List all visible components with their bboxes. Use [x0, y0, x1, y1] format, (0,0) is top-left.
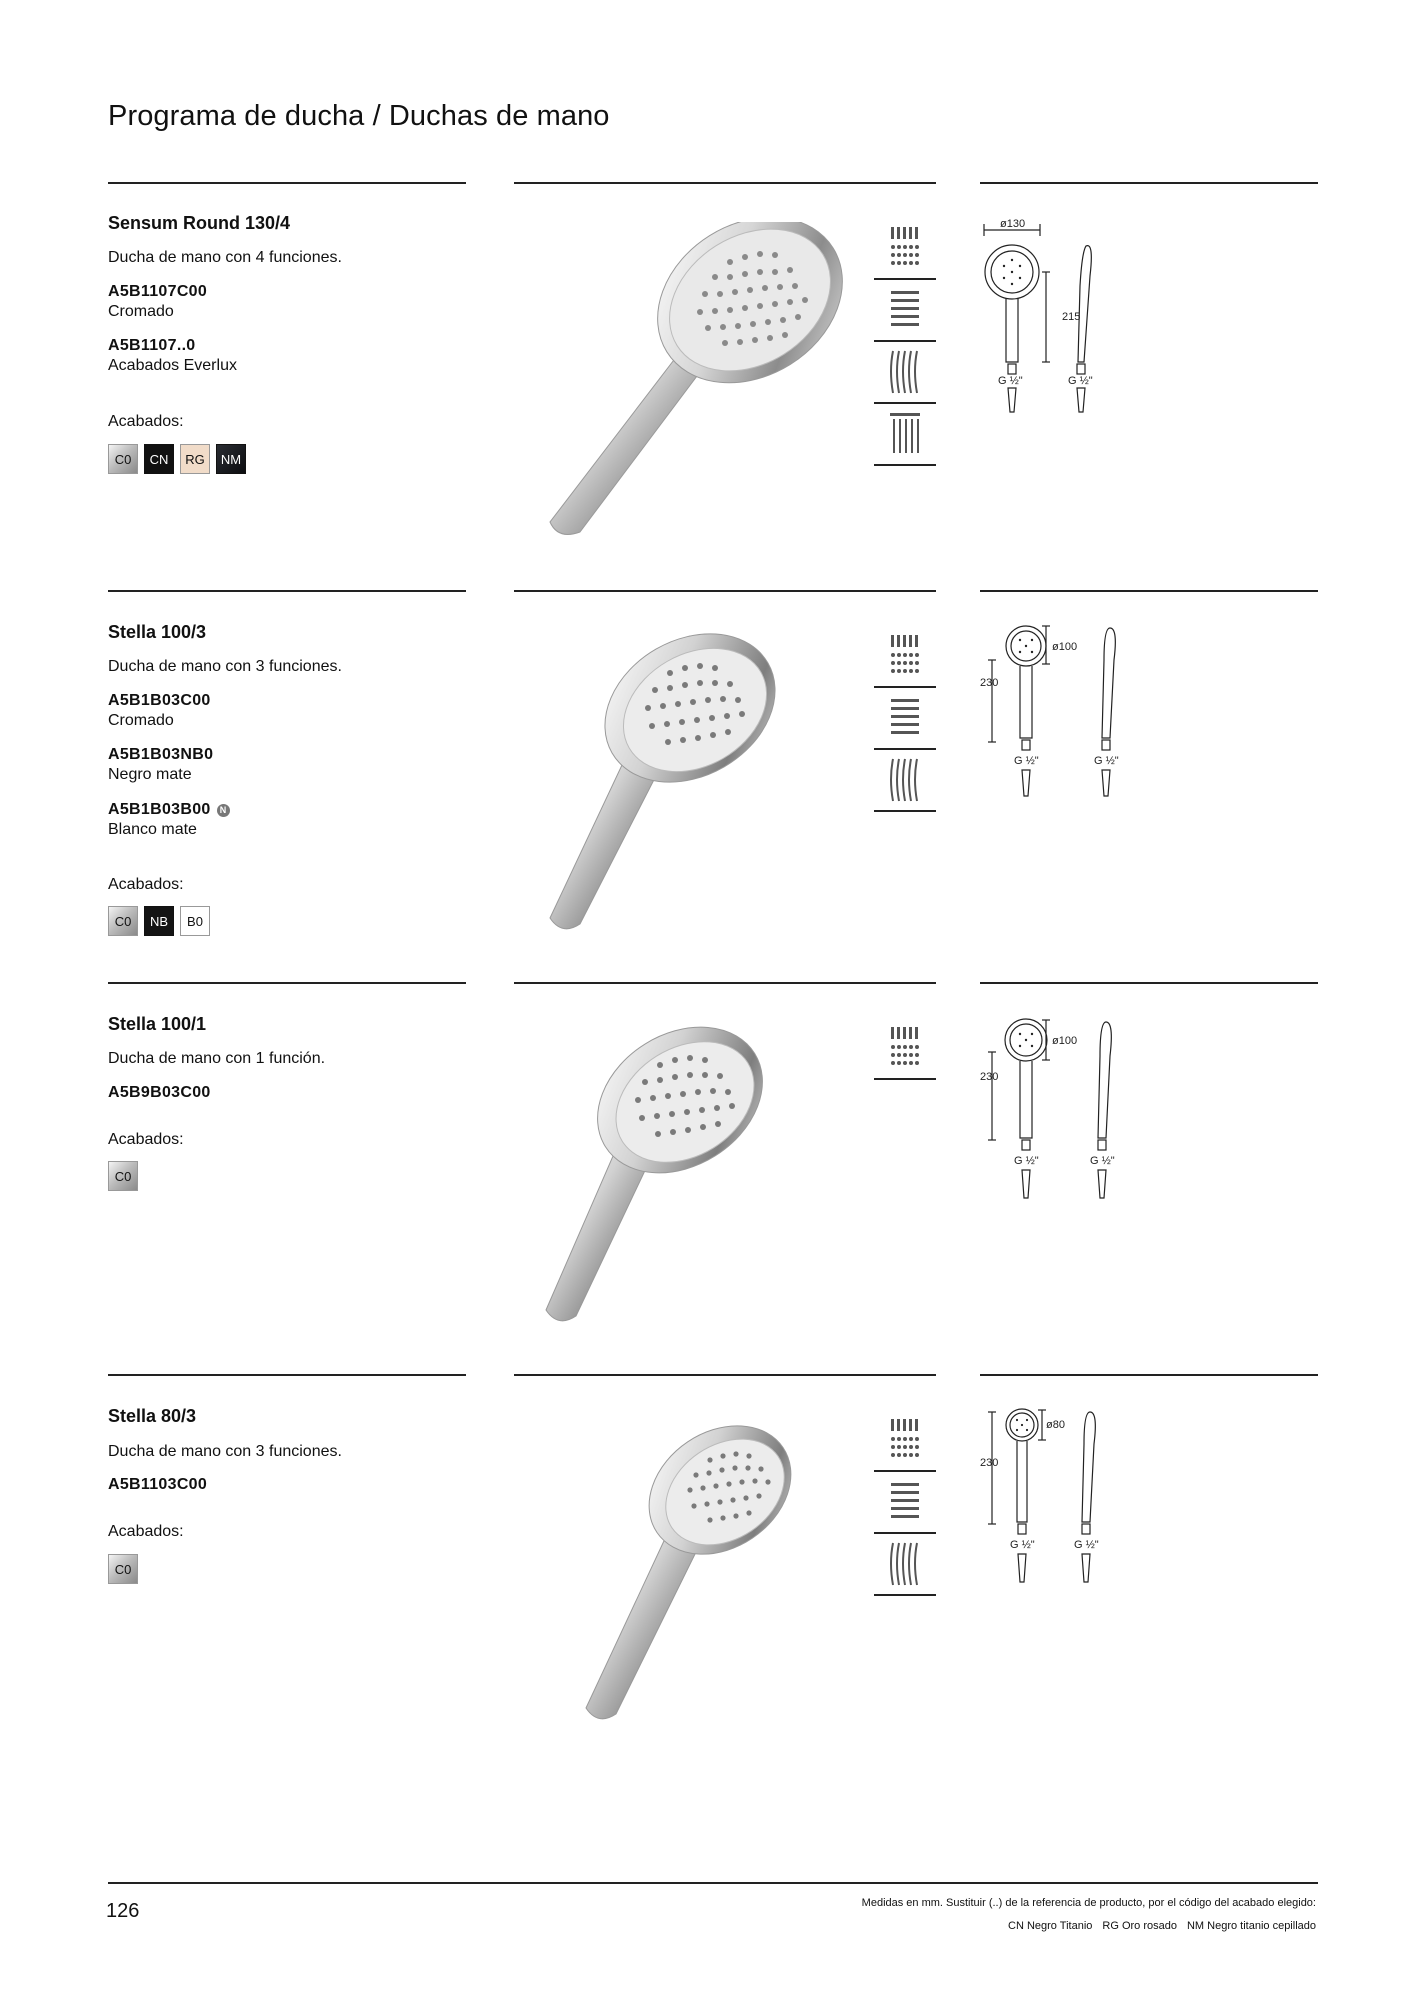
footer-note: Medidas en mm. Sustituir (..) de la referencia de producto, por el código del acabado elegido:	[861, 1897, 1316, 1909]
divider	[108, 982, 466, 984]
finish-swatches	[108, 1161, 138, 1191]
legend-item: CN Negro Titanio	[1008, 1920, 1093, 1932]
finish-swatch-titanium-black: CN	[144, 444, 174, 474]
dimension-thread: G ½"	[998, 375, 1023, 387]
finishes-label: Acabados:	[108, 413, 184, 430]
dimension-thread: G ½"	[1010, 1539, 1035, 1551]
reference-code: A5B1107C00	[108, 283, 208, 300]
technical-drawing	[980, 216, 1130, 426]
dimension-length: 230	[980, 1071, 999, 1083]
footer-divider	[108, 1882, 1318, 1884]
divider	[514, 1374, 936, 1376]
dimension-thread: G ½"	[1074, 1539, 1099, 1551]
finish-swatch-brushed-titanium-black: NM	[216, 444, 246, 474]
dimension-thread: G ½"	[1014, 755, 1039, 767]
finish-swatch-chrome: C0	[108, 906, 138, 936]
spray-function-icons	[874, 626, 936, 812]
finish-swatch-chrome: C0	[108, 1554, 138, 1584]
dimension-length: 215	[1062, 311, 1081, 323]
rain-spray-icon	[874, 1410, 936, 1472]
product-photo	[530, 222, 860, 552]
product-name: Stella 100/1	[108, 1014, 207, 1034]
technical-drawing	[980, 1012, 1130, 1212]
legend-item: RG Oro rosado	[1102, 1920, 1177, 1932]
finish-swatch-rose-gold: RG	[180, 444, 210, 474]
product-description: Ducha de mano con 1 función.	[108, 1050, 326, 1067]
product-name: Stella 100/3	[108, 622, 207, 642]
reference-finish: Cromado	[108, 303, 174, 320]
divider	[108, 1374, 466, 1376]
finish-swatch-chrome: C0	[108, 1161, 138, 1191]
product-name: Sensum Round 130/4	[108, 213, 291, 233]
technical-drawing	[980, 620, 1130, 810]
dimension-diameter: ø100	[1052, 641, 1078, 653]
divider	[514, 182, 936, 184]
reference-finish: Cromado	[108, 712, 174, 729]
divider	[980, 590, 1318, 592]
divider	[514, 982, 936, 984]
reference-code: A5B1B03NB0	[108, 746, 214, 763]
reference-finish: Blanco mate	[108, 821, 197, 838]
divider	[108, 182, 466, 184]
reference-finish: Negro mate	[108, 766, 192, 783]
divider	[980, 1374, 1318, 1376]
finish-swatches	[108, 444, 246, 474]
dimension-diameter: ø80	[1046, 1419, 1065, 1431]
reference-code-row	[108, 801, 230, 819]
dimension-diameter: ø100	[1052, 1035, 1078, 1047]
finishes-label: Acabados:	[108, 1523, 184, 1540]
finish-legend	[1008, 1920, 1316, 1932]
product-name: Stella 80/3	[108, 1406, 197, 1426]
product-description: Ducha de mano con 4 funciones.	[108, 249, 342, 266]
drops-spray-icon	[874, 280, 936, 342]
spray-function-icons	[874, 1018, 936, 1080]
reference-code: A5B9B03C00	[108, 1084, 211, 1101]
finishes-label: Acabados:	[108, 876, 184, 893]
spray-function-icons	[874, 1410, 936, 1596]
dimension-length: 230	[980, 1457, 999, 1469]
product-description: Ducha de mano con 3 funciones.	[108, 658, 342, 675]
page-number: 126	[106, 1900, 140, 1922]
finish-swatch-chrome: C0	[108, 444, 138, 474]
massage-spray-icon	[874, 750, 936, 812]
product-photo	[530, 1020, 790, 1330]
dimension-diameter: ø130	[1000, 218, 1026, 230]
reference-code: A5B1B03C00	[108, 692, 211, 709]
divider	[980, 982, 1318, 984]
jet-spray-icon	[874, 404, 936, 466]
dimension-thread: G ½"	[1094, 755, 1119, 767]
dimension-thread: G ½"	[1090, 1155, 1115, 1167]
technical-drawing	[980, 1404, 1130, 1604]
product-photo	[530, 628, 790, 938]
massage-spray-icon	[874, 342, 936, 404]
reference-finish: Acabados Everlux	[108, 357, 237, 374]
dimension-thread: G ½"	[1068, 375, 1093, 387]
drops-spray-icon	[874, 688, 936, 750]
page-title: Programa de ducha / Duchas de mano	[108, 100, 610, 132]
spray-function-icons	[874, 218, 936, 466]
massage-spray-icon	[874, 1534, 936, 1596]
legend-item: NM Negro titanio cepillado	[1186, 1920, 1316, 1932]
reference-code: A5B1B03B00	[108, 801, 211, 818]
finish-swatch-matte-black: NB	[144, 906, 174, 936]
reference-code: A5B1107..0	[108, 337, 196, 354]
rain-spray-icon	[874, 1018, 936, 1080]
divider	[980, 182, 1318, 184]
dimension-length: 230	[980, 677, 999, 689]
finish-swatch-matte-white: B0	[180, 906, 210, 936]
new-badge: N	[217, 804, 230, 817]
reference-code: A5B1103C00	[108, 1476, 208, 1493]
product-photo	[570, 1418, 810, 1728]
dimension-thread: G ½"	[1014, 1155, 1039, 1167]
rain-spray-icon	[874, 626, 936, 688]
divider	[514, 590, 936, 592]
rain-spray-icon	[874, 218, 936, 280]
divider	[108, 590, 466, 592]
product-description: Ducha de mano con 3 funciones.	[108, 1443, 342, 1460]
finishes-label: Acabados:	[108, 1131, 184, 1148]
finish-swatches	[108, 906, 210, 936]
drops-spray-icon	[874, 1472, 936, 1534]
finish-swatches	[108, 1554, 138, 1584]
